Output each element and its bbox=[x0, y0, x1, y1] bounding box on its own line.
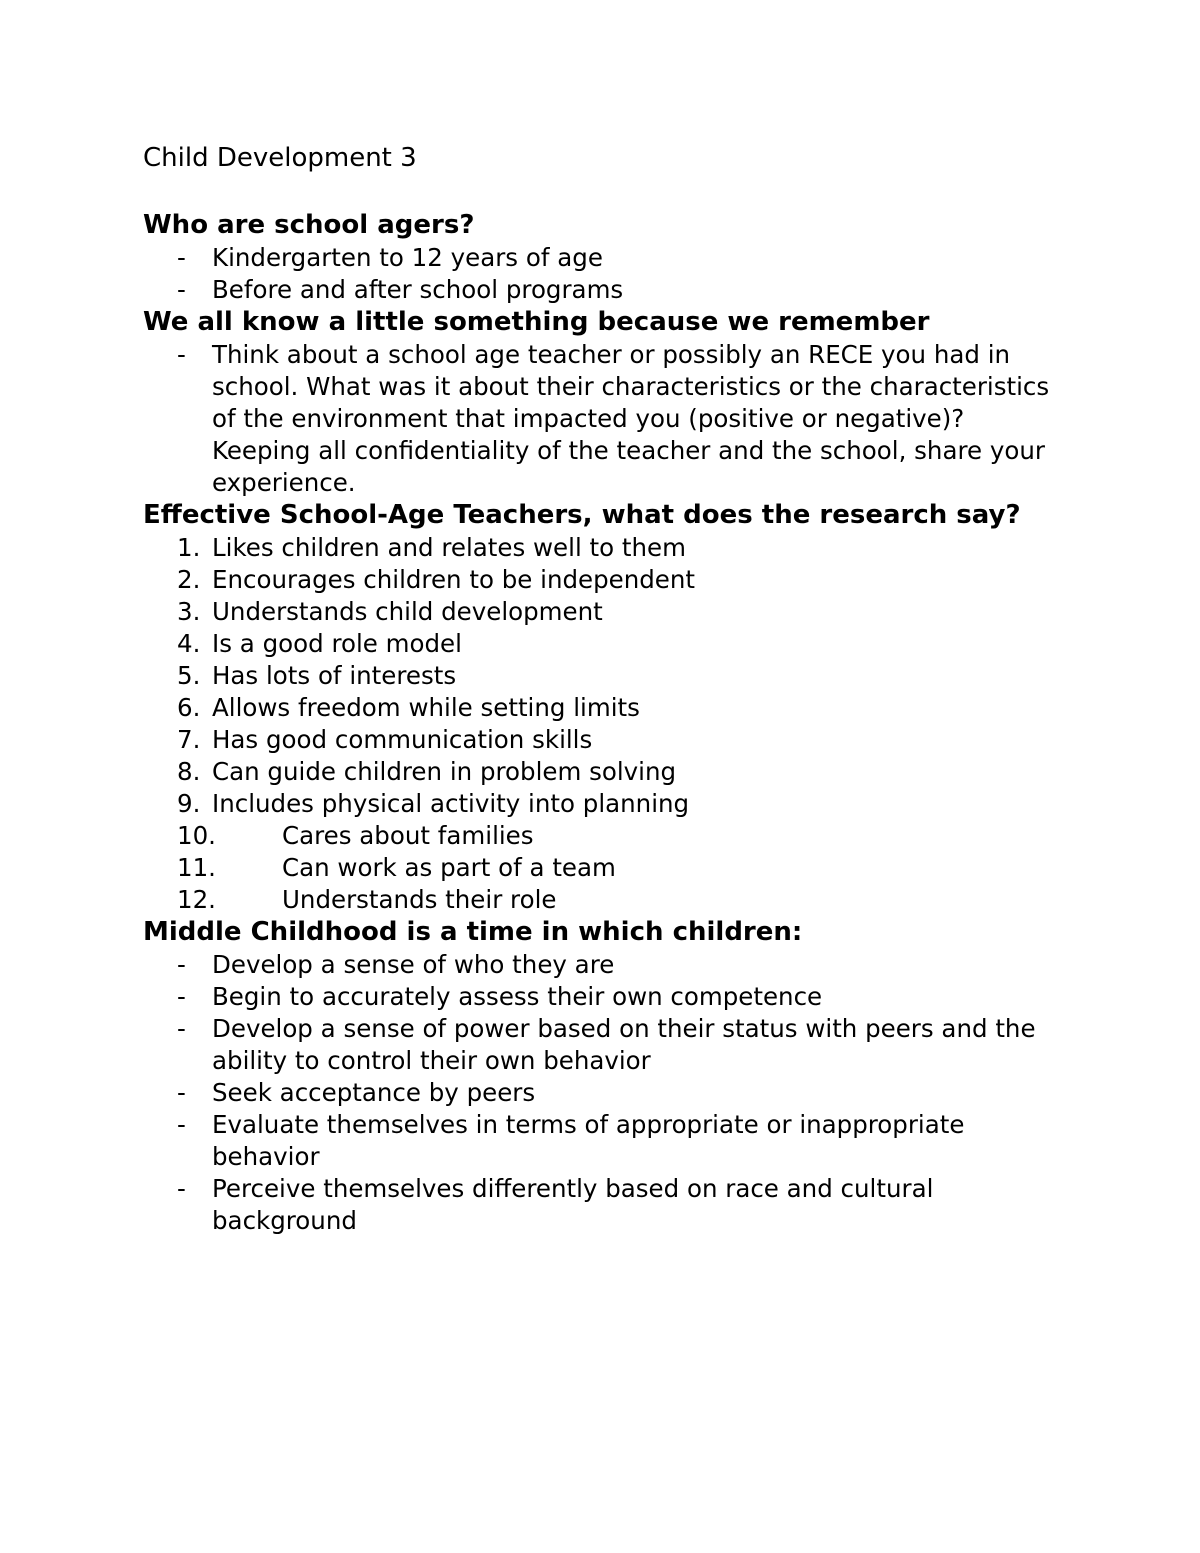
section-heading-effective-teachers: Effective School-Age Teachers, what does the research say? bbox=[143, 500, 1021, 530]
list-item bbox=[143, 1077, 1063, 1109]
list-item-text: Can guide children in problem solving bbox=[212, 757, 677, 786]
list-item bbox=[143, 660, 1063, 692]
blank-line bbox=[143, 176, 1063, 209]
document-title: Child Development 3 bbox=[143, 143, 417, 173]
list-number: 6. bbox=[177, 693, 201, 722]
dash-marker: - bbox=[177, 950, 186, 979]
list-item-text: Cares about families bbox=[282, 821, 534, 850]
section-heading-we-remember: We all know a little something because we remember bbox=[143, 307, 930, 337]
list-item bbox=[143, 339, 1063, 499]
bullet-list-school-agers bbox=[143, 242, 1063, 306]
list-item bbox=[143, 756, 1063, 788]
list-item bbox=[143, 596, 1063, 628]
list-number: 9. bbox=[177, 789, 201, 818]
list-item-text: Evaluate themselves in terms of appropriate or inappropriate behavior bbox=[212, 1110, 965, 1171]
list-item-text: Includes physical activity into planning bbox=[212, 789, 690, 818]
section-heading-who-are-school-agers: Who are school agers? bbox=[143, 210, 475, 240]
list-item bbox=[143, 852, 1063, 884]
list-item bbox=[143, 949, 1063, 981]
dash-marker: - bbox=[177, 982, 186, 1011]
dash-marker: - bbox=[177, 243, 186, 272]
list-number: 2. bbox=[177, 565, 201, 594]
list-number: 11. bbox=[177, 853, 216, 882]
section-heading-middle-childhood: Middle Childhood is a time in which children: bbox=[143, 917, 803, 947]
dash-marker: - bbox=[177, 1110, 186, 1139]
list-item-text: Develop a sense of power based on their status with peers and the ability to control their own behavior bbox=[212, 1014, 1036, 1075]
bullet-list-middle-childhood bbox=[143, 949, 1063, 1237]
dash-marker: - bbox=[177, 1014, 186, 1043]
list-number: 4. bbox=[177, 629, 201, 658]
list-item bbox=[143, 242, 1063, 274]
list-item bbox=[143, 820, 1063, 852]
list-number: 5. bbox=[177, 661, 201, 690]
list-item bbox=[143, 788, 1063, 820]
list-number: 3. bbox=[177, 597, 201, 626]
list-item bbox=[143, 1109, 1063, 1173]
list-item-text: Begin to accurately assess their own competence bbox=[212, 982, 823, 1011]
list-item-text: Perceive themselves differently based on race and cultural background bbox=[212, 1174, 934, 1235]
list-item bbox=[143, 692, 1063, 724]
list-item-text: Kindergarten to 12 years of age bbox=[212, 243, 603, 272]
list-item-text: Seek acceptance by peers bbox=[212, 1078, 536, 1107]
list-number: 8. bbox=[177, 757, 201, 786]
list-number: 7. bbox=[177, 725, 201, 754]
list-item-text: Develop a sense of who they are bbox=[212, 950, 615, 979]
list-item bbox=[143, 274, 1063, 306]
list-item-text: Encourages children to be independent bbox=[212, 565, 696, 594]
dash-marker: - bbox=[177, 1174, 186, 1203]
list-item bbox=[143, 628, 1063, 660]
list-number: 10. bbox=[177, 821, 216, 850]
list-item-text: Understands their role bbox=[282, 885, 557, 914]
document-page bbox=[143, 140, 1063, 1237]
list-item bbox=[143, 724, 1063, 756]
list-item bbox=[143, 1013, 1063, 1077]
list-item bbox=[143, 532, 1063, 564]
list-item-text: Has lots of interests bbox=[212, 661, 457, 690]
list-item-text: Think about a school age teacher or possibly an RECE you had in school. What was it about their characteristics or the characteristics of the environment that impacted you (positive or negative)? Keeping all confidentiality of the teacher and the school, share your experience. bbox=[212, 340, 1050, 497]
dash-marker: - bbox=[177, 275, 186, 304]
dash-marker: - bbox=[177, 1078, 186, 1107]
list-number: 12. bbox=[177, 885, 216, 914]
list-item-text: Likes children and relates well to them bbox=[212, 533, 686, 562]
list-item-text: Understands child development bbox=[212, 597, 603, 626]
list-item-text: Can work as part of a team bbox=[282, 853, 616, 882]
list-item-text: Allows freedom while setting limits bbox=[212, 693, 640, 722]
dash-marker: - bbox=[177, 340, 186, 369]
list-number: 1. bbox=[177, 533, 201, 562]
list-item-text: Before and after school programs bbox=[212, 275, 624, 304]
list-item bbox=[143, 981, 1063, 1013]
list-item bbox=[143, 564, 1063, 596]
bullet-list-remember bbox=[143, 339, 1063, 499]
list-item-text: Has good communication skills bbox=[212, 725, 593, 754]
list-item bbox=[143, 884, 1063, 916]
list-item-text: Is a good role model bbox=[212, 629, 462, 658]
numbered-list-effective-teachers bbox=[143, 532, 1063, 916]
list-item bbox=[143, 1173, 1063, 1237]
